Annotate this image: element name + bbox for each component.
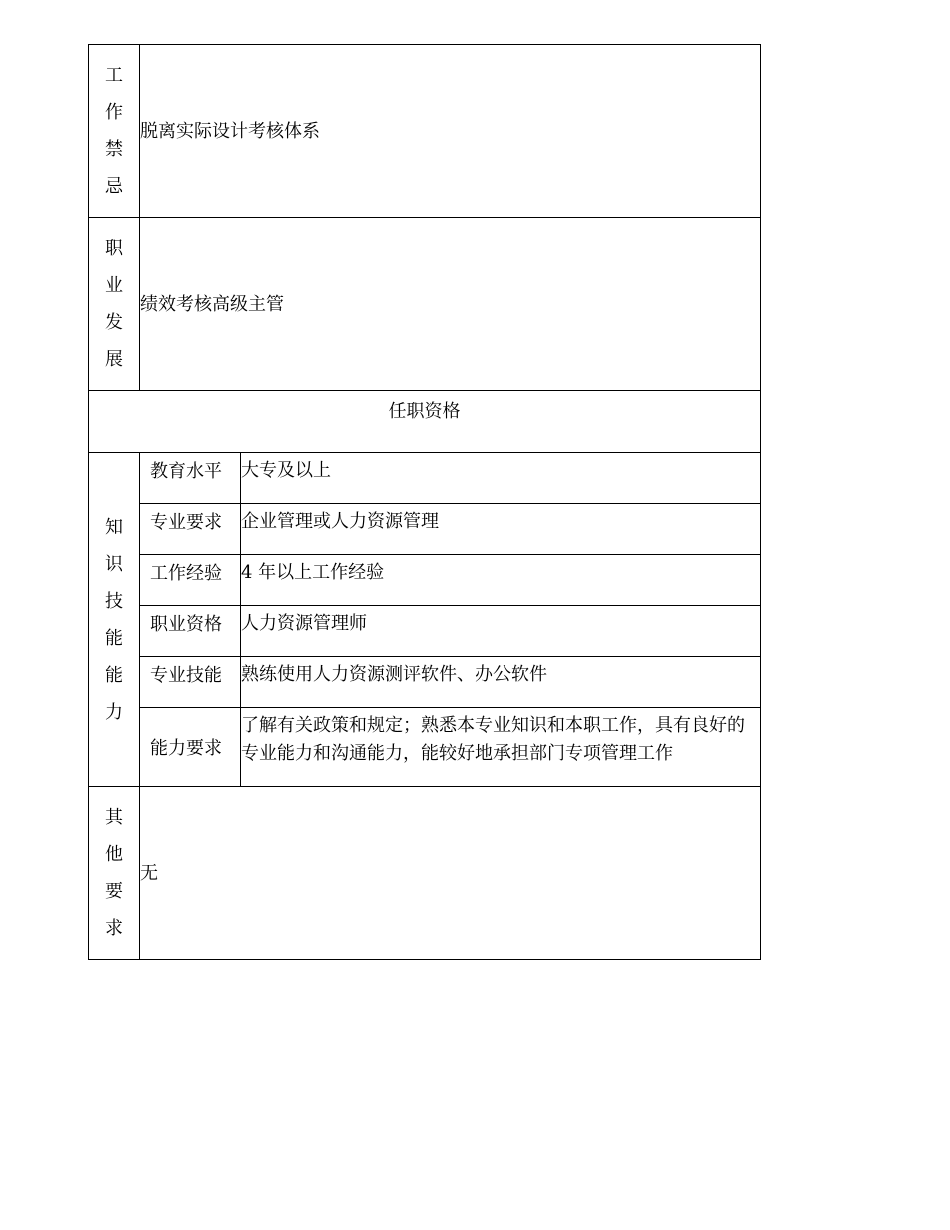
experience-value: 4 年以上工作经验 bbox=[241, 555, 761, 606]
skills-row-professional-skill bbox=[89, 657, 761, 708]
qualification-title: 任职资格 bbox=[89, 391, 761, 453]
certification-value: 人力资源管理师 bbox=[241, 606, 761, 657]
experience-label: 工作经验 bbox=[140, 555, 241, 606]
taboo-row bbox=[89, 45, 761, 218]
taboo-value: 脱离实际设计考核体系 bbox=[140, 45, 761, 218]
ability-value: 了解有关政策和规定；熟悉本专业知识和本职工作，具有良好的专业能力和沟通能力，能较好地承担部门专项管理工作 bbox=[241, 708, 761, 787]
qualification-title-row bbox=[89, 391, 761, 453]
professional-skill-value: 熟练使用人力资源测评软件、办公软件 bbox=[241, 657, 761, 708]
skills-row-education bbox=[89, 453, 761, 504]
job-description-table bbox=[88, 44, 761, 960]
other-value: 无 bbox=[140, 787, 761, 960]
education-label: 教育水平 bbox=[140, 453, 241, 504]
taboo-label: 工 作 禁 忌 bbox=[89, 45, 140, 218]
skills-row-experience bbox=[89, 555, 761, 606]
ability-label: 能力要求 bbox=[140, 708, 241, 787]
certification-label: 职业资格 bbox=[140, 606, 241, 657]
skills-row-major bbox=[89, 504, 761, 555]
major-value: 企业管理或人力资源管理 bbox=[241, 504, 761, 555]
other-label: 其 他 要 求 bbox=[89, 787, 140, 960]
professional-skill-label: 专业技能 bbox=[140, 657, 241, 708]
skills-row-certification bbox=[89, 606, 761, 657]
education-value: 大专及以上 bbox=[241, 453, 761, 504]
career-row bbox=[89, 218, 761, 391]
career-label: 职 业 发 展 bbox=[89, 218, 140, 391]
skills-label: 知 识 技 能 能 力 bbox=[89, 453, 140, 787]
major-label: 专业要求 bbox=[140, 504, 241, 555]
career-value: 绩效考核高级主管 bbox=[140, 218, 761, 391]
skills-row-ability bbox=[89, 708, 761, 787]
other-row bbox=[89, 787, 761, 960]
